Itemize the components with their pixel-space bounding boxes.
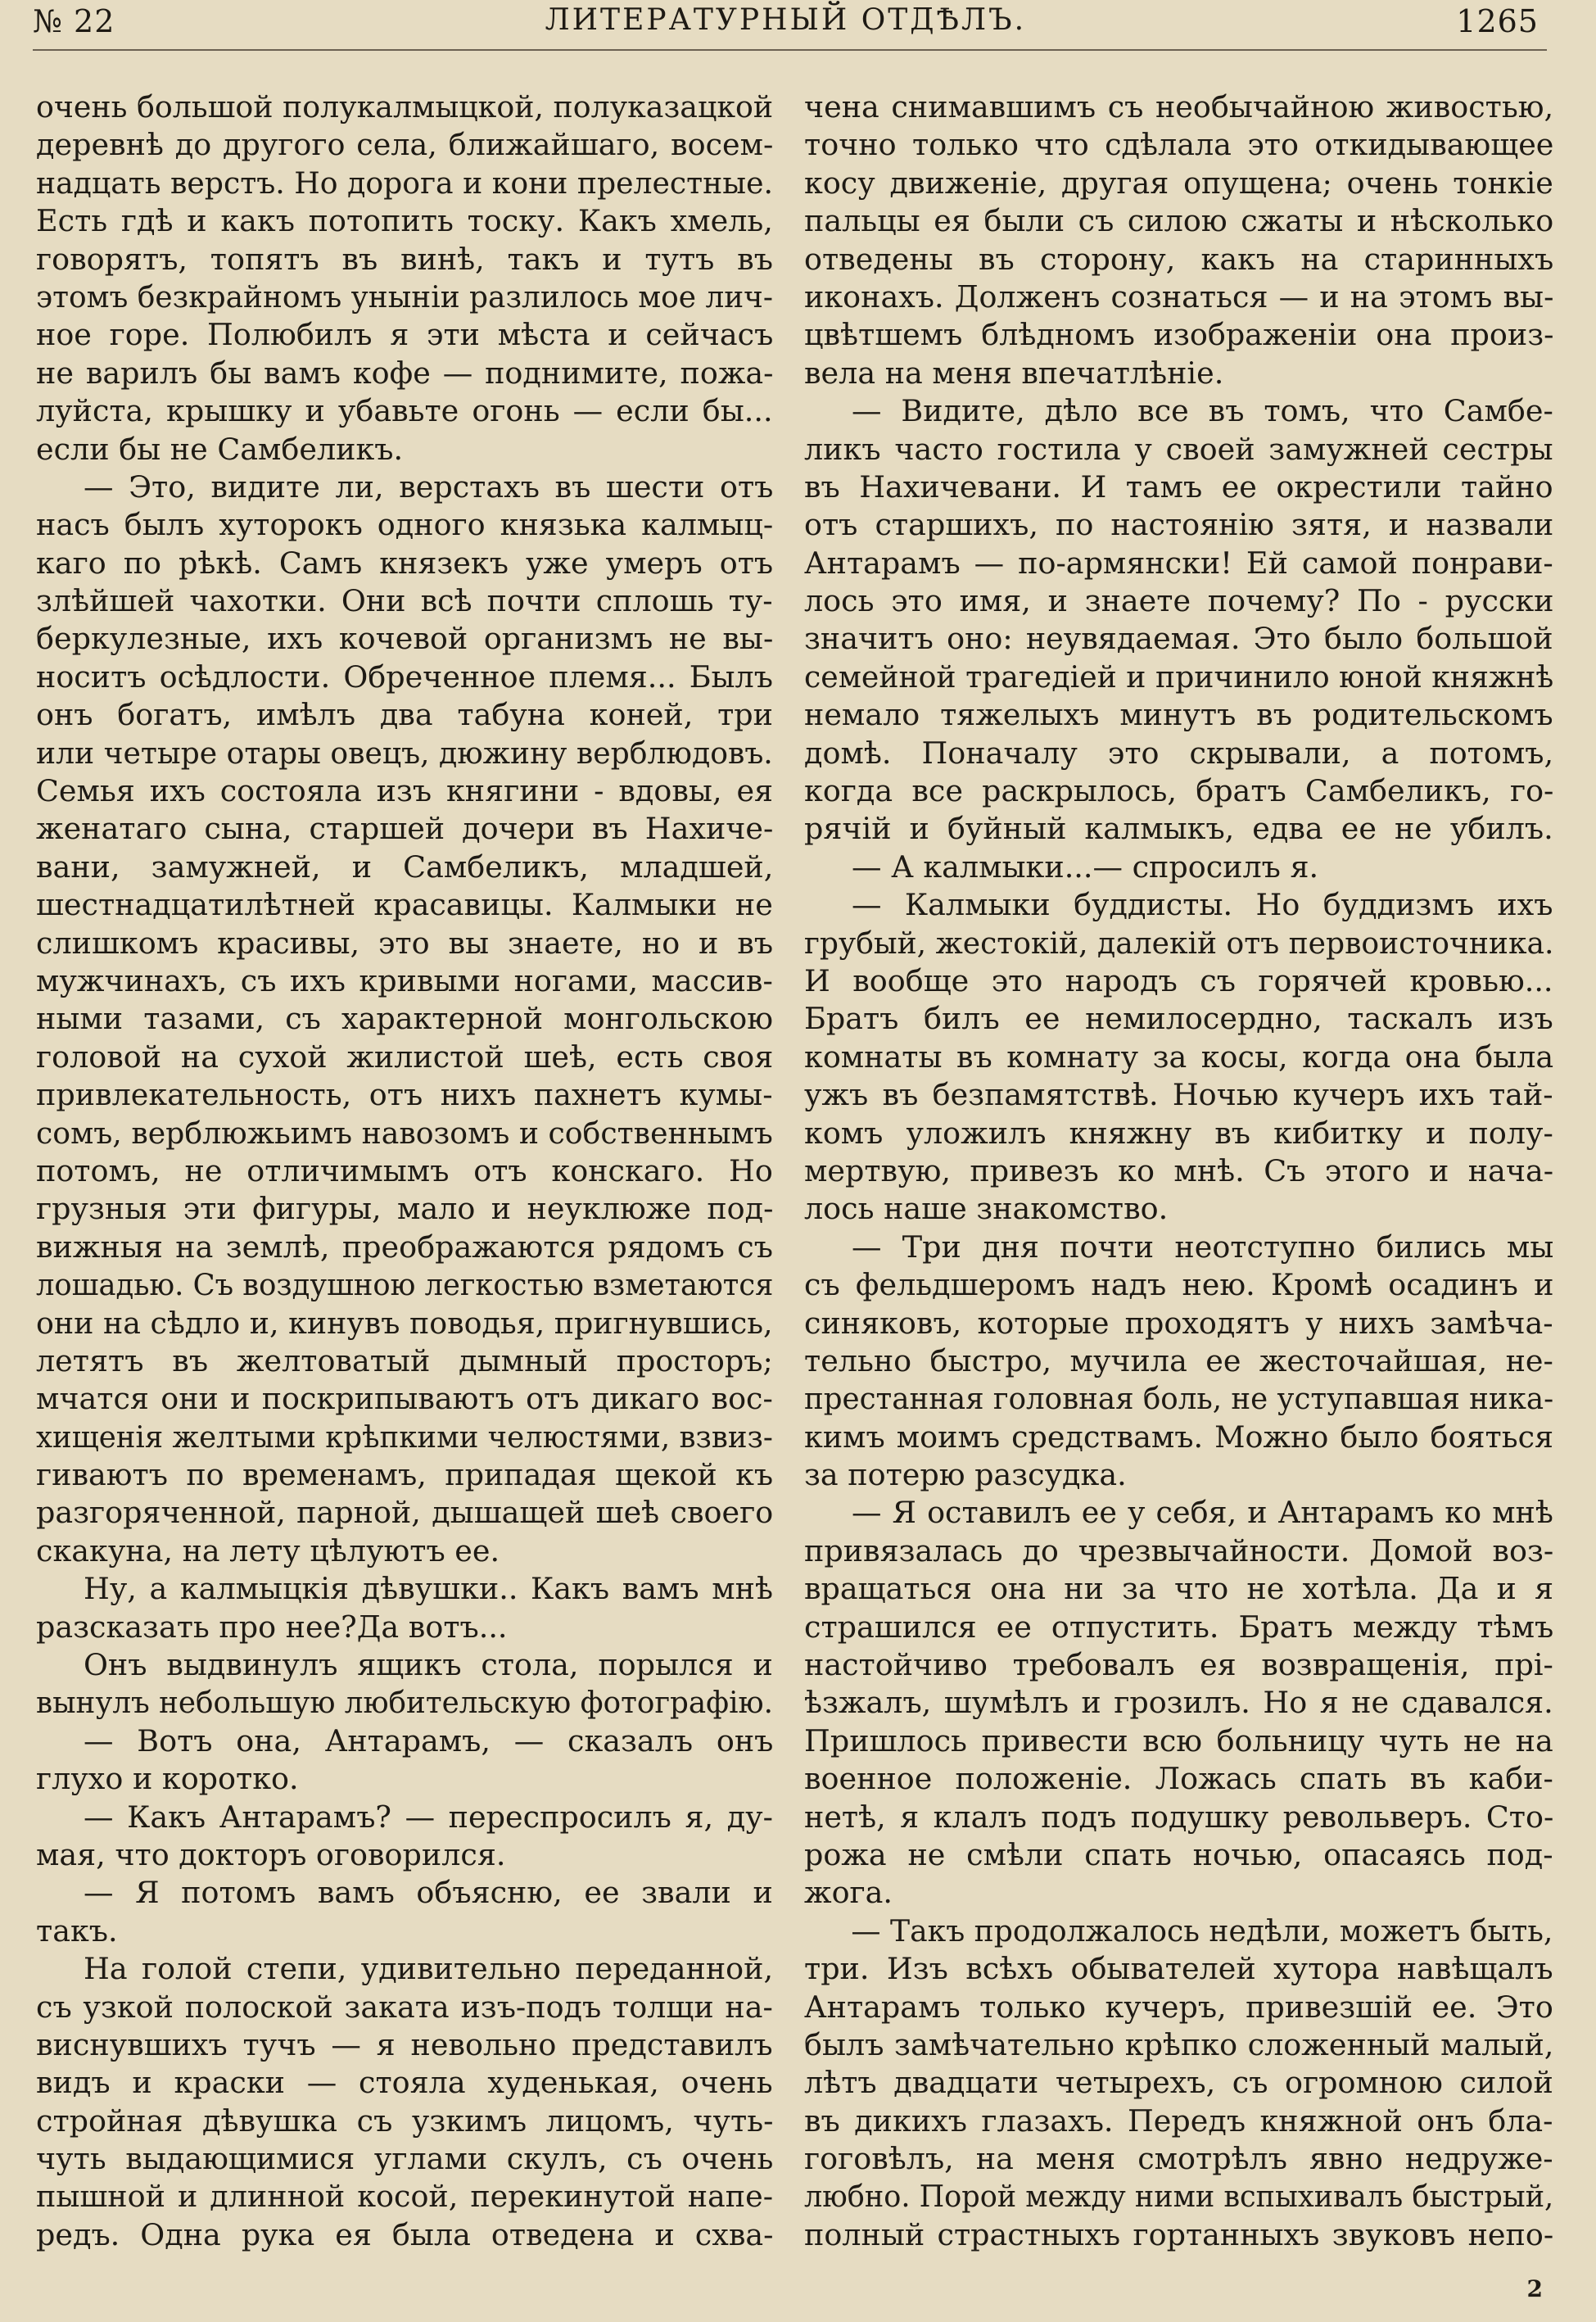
text-line: косу движеніе, другая опущена; очень тонкіе [804,165,1553,201]
text-line: лось это имя, и знаете почему? По - русски [804,583,1554,619]
text-line: хищенія желтыми крѣпкими челюстями, взвиз- [36,1419,773,1455]
text-line: — Какъ Антарамъ? — переспросилъ я, ду- [84,1799,773,1835]
text-line: Семья ихъ состояла изъ княгини - вдовы, ея [36,773,774,809]
text-line: въ Нахичевани. И тамъ ее окрестили тайно [804,468,1553,505]
text-line: — Три дня почти неотступно бились мы [852,1229,1554,1265]
text-line: — Я потомъ вамъ объясню, ее звали и [84,1875,773,1911]
text-line: привлекательность, отъ нихъ пахнетъ кумы- [36,1077,773,1113]
text-line: если бы не Самбеликъ. [36,431,404,467]
text-line: нетѣ, я клалъ подъ подушку револьверъ. Сто- [804,1799,1554,1835]
text-line: полный страстныхъ гортанныхъ звуковъ непо- [804,2216,1554,2252]
issue-number: № 22 [33,3,115,39]
text-line: ликъ часто гостила у своей замужней сестры [804,431,1553,467]
text-line: — Такъ продолжалось недѣли, можетъ быть, [851,1912,1553,1949]
text-line: — Видите, дѣло все въ томъ, что Самбе- [852,393,1553,429]
text-line: онъ богатъ, имѣлъ два табуна коней, три [36,697,773,733]
text-line: страшился ее отпустить. Братъ между тѣмъ [804,1609,1554,1645]
text-line: мая, что докторъ оговорился. [36,1836,506,1872]
text-line: комнаты въ комнату за косы, когда она была [804,1039,1554,1075]
text-line: мужчинахъ, съ ихъ кривыми ногами, массив- [36,962,773,998]
page-number: 1265 [1456,3,1539,39]
text-line: гоговѣлъ, на меня смотрѣлъ явно недруже- [804,2141,1553,2177]
text-line: говорятъ, топятъ въ винѣ, такъ и тутъ въ [36,241,773,277]
text-line: съ узкой полоской заката изъ-подъ толщи на- [36,1989,773,2025]
text-line: лѣтъ двадцати четырехъ, съ огромною силой [804,2065,1553,2101]
text-line: скакуна, на лету цѣлуютъ ее. [36,1532,500,1568]
left-column [36,88,773,2254]
text-line: настойчиво требовалъ ея возвращенія, прі- [804,1647,1553,1683]
text-line: слишкомъ красивы, это вы знаете, но и въ [36,925,774,961]
text-line: гиваютъ по временамъ, припадая щекой къ [36,1457,774,1493]
text-line: семейной трагедіей и причинило юной княжнѣ [804,659,1554,695]
text-line: Антарамъ только кучеръ, привезшій ее. Это [804,1989,1553,2025]
text-line: беркулезные, ихъ кочевой организмъ не вы- [36,621,774,657]
text-line: деревнѣ до другого села, ближайшаго, восем- [36,127,774,163]
text-line: грузныя эти фигуры, мало и неуклюже под- [36,1191,774,1227]
text-line: — Вотъ она, Антарамъ, — сказалъ онъ [84,1722,774,1758]
text-line: этомъ безкрайномъ уныніи разлилось мое лич- [36,278,774,315]
text-line: не варилъ бы вамъ кофе — поднимите, пожа- [36,355,774,391]
text-line: пышной и длинной косой, перекинутой напе- [36,2179,774,2215]
text-line: рячій и буйный калмыкъ, едва ее не убилъ. [804,811,1553,847]
text-line: былъ замѣчательно крѣпко сложенный малый, [804,2026,1554,2062]
text-line: насъ былъ хуторокъ одного князька калмыц- [36,507,774,543]
text-line: разгоряченной, парной, дышащей шеѣ своего [36,1495,774,1531]
text-line: каго по рѣкѣ. Самъ князекъ уже умеръ отъ [36,545,774,581]
text-line: отъ старшихъ, по настоянію зятя, и назвали [804,507,1554,543]
text-line: значитъ оно: неувядаемая. Это было большой [804,621,1553,657]
text-line: синяковъ, которые проходятъ у нихъ замѣча- [804,1305,1553,1341]
text-line: редъ. Одна рука ея была отведена и схва- [36,2216,774,2252]
text-line: Антарамъ — по-армянски! Ей самой понрави- [804,545,1553,581]
text-line: чена снимавшимъ съ необычайною живостью, [804,89,1554,124]
text-line: такъ. [36,1912,118,1949]
text-line: женатаго сына, старшей дочери въ Нахиче- [36,811,774,847]
text-line: они на сѣдло и, кинувъ поводья, пригнувшись, [36,1305,773,1341]
text-line: любно. Порой между ними вспыхивалъ быстрый, [804,2179,1554,2215]
text-line: привязалась до чрезвычайности. Домой воз- [804,1532,1554,1568]
text-line: когда все раскрылось, братъ Самбеликъ, го- [804,773,1554,809]
text-line: военное положеніе. Ложась спать въ каби- [804,1761,1553,1797]
text-line: — Это, видите ли, верстахъ въ шести отъ [84,468,774,505]
text-line: немало тяжелыхъ минутъ въ родительскомъ [804,697,1553,733]
text-line: — А калмыки...— спросилъ я. [852,849,1319,885]
text-line: вани, замужней, и Самбеликъ, младшей, [36,849,774,885]
text-line: мчатся они и поскрипываютъ отъ дикаго вос- [36,1381,773,1417]
text-line: лось наше знакомство. [804,1191,1169,1227]
text-line: вела на меня впечатлѣніе. [804,355,1224,391]
text-line: — Калмыки буддисты. Но буддизмъ ихъ [852,887,1553,923]
text-line: сомъ, верблюжьимъ навозомъ и собственнымъ [36,1115,773,1151]
text-line: съ фельдшеромъ надъ нею. Кромѣ осадинъ и [804,1267,1554,1303]
text-line: ѣзжалъ, шумѣлъ и грозилъ. Но я не сдавался. [804,1685,1553,1721]
text-line: шестнадцатилѣтней красавицы. Калмыки не [36,887,773,923]
section-title: ЛИТЕРАТУРНЫЙ ОТДѢЛЪ. [545,3,1027,37]
text-line: ное горе. Полюбилъ я эти мѣста и сейчасъ [36,317,774,353]
text-line: Есть гдѣ и какъ потопить тоску. Какъ хмель, [36,203,773,239]
text-line: вращаться она ни за что не хотѣла. Да и я [804,1571,1554,1607]
text-line: потомъ, не отличимымъ отъ конскаго. Но [36,1152,773,1188]
running-header [33,3,1539,46]
text-line: глухо и коротко. [36,1761,299,1797]
text-line: На голой степи, удивительно переданной, [84,1951,774,1987]
text-line: Ну, а калмыцкія дѣвушки.. Какъ вамъ мнѣ [84,1571,773,1607]
text-line: тельно быстро, мучила ее жесточайшая, не- [804,1342,1553,1378]
text-line: за потерю разсудка. [804,1457,1127,1493]
text-line: мертвую, привезъ ко мнѣ. Съ этого и нача- [804,1152,1554,1188]
text-line: И вообще это народъ съ горячей кровью... [804,962,1553,998]
text-line: точно только что сдѣлала это откидывающее [804,127,1554,163]
text-line: летятъ въ желтоватый дымный просторъ; [36,1342,773,1378]
text-line: ными тазами, съ характерной монгольскою [36,1001,774,1037]
text-line: виснувшихъ тучъ — я невольно представилъ [36,2026,773,2062]
text-line: въ дикихъ глазахъ. Передъ княжной онъ бла- [804,2102,1553,2139]
text-line: — Я оставилъ ее у себя, и Антарамъ ко мнѣ [852,1495,1553,1531]
text-line: луйста, крышку и убавьте огонь — если бы... [36,393,773,429]
text-line: кимъ моимъ средствамъ. Можно было бояться [804,1419,1554,1455]
text-line: вынулъ небольшую любительскую фотографію. [36,1685,773,1721]
text-line: домѣ. Поначалу это скрывали, а потомъ, [804,735,1554,771]
text-line: чуть выдающимися углами скулъ, съ очень [36,2141,774,2177]
text-line: Пришлось привести всю больницу чуть не на [804,1722,1553,1758]
text-line: престанная головная боль, не уступавшая ника- [804,1381,1554,1417]
text-line: отведены въ сторону, какъ на старинныхъ [804,241,1554,277]
text-line: пальцы ея были съ силою сжаты и нѣсколько [804,203,1554,239]
text-line: вижныя на землѣ, преображаются рядомъ съ [36,1229,773,1265]
text-line: надцать верстъ. Но дорога и кони прелестные. [36,165,774,201]
header-rule [33,49,1547,51]
signature-mark: 2 [1526,2275,1543,2302]
text-line: или четыре отары овецъ, дюжину верблюдовъ. [36,735,773,771]
text-line: жога. [804,1875,893,1911]
text-line: носитъ осѣдлости. Обреченное племя... Былъ [36,659,773,695]
text-line: ужъ въ безпамятствѣ. Ночью кучеръ ихъ тай- [804,1077,1553,1113]
text-line: рожа не смѣли спать ночью, опасаясь под- [804,1836,1553,1872]
text-line: три. Изъ всѣхъ обывателей хутора навѣщалъ [804,1951,1553,1987]
text-line: комъ уложилъ княжну въ кибитку и полу- [804,1115,1553,1151]
text-line: стройная дѣвушка съ узкимъ лицомъ, чуть- [36,2102,774,2139]
text-line: злѣйшей чахотки. Они всѣ почти сплошь ту- [36,583,773,619]
text-line: иконахъ. Долженъ сознаться — и на этомъ вы- [804,278,1554,315]
text-line: разсказать про нее?Да вотъ... [36,1609,508,1645]
text-line: Онъ выдвинулъ ящикъ стола, порылся и [84,1647,773,1683]
right-column [804,88,1553,2254]
text-line: очень большой полукалмыцкой, полуказацкой [36,89,774,124]
text-line: Братъ билъ ее немилосердно, таскалъ изъ [804,1001,1553,1037]
text-line: головой на сухой жилистой шеѣ, есть своя [36,1039,774,1075]
text-line: видъ и краски — стояла худенькая, очень [36,2065,773,2101]
text-line: цвѣтшемъ блѣдномъ изображеніи она произ- [804,317,1554,353]
text-line: лошадью. Съ воздушною легкостью взметаются [36,1267,774,1303]
text-line: грубый, жестокій, далекій отъ первоисточника. [804,925,1554,961]
